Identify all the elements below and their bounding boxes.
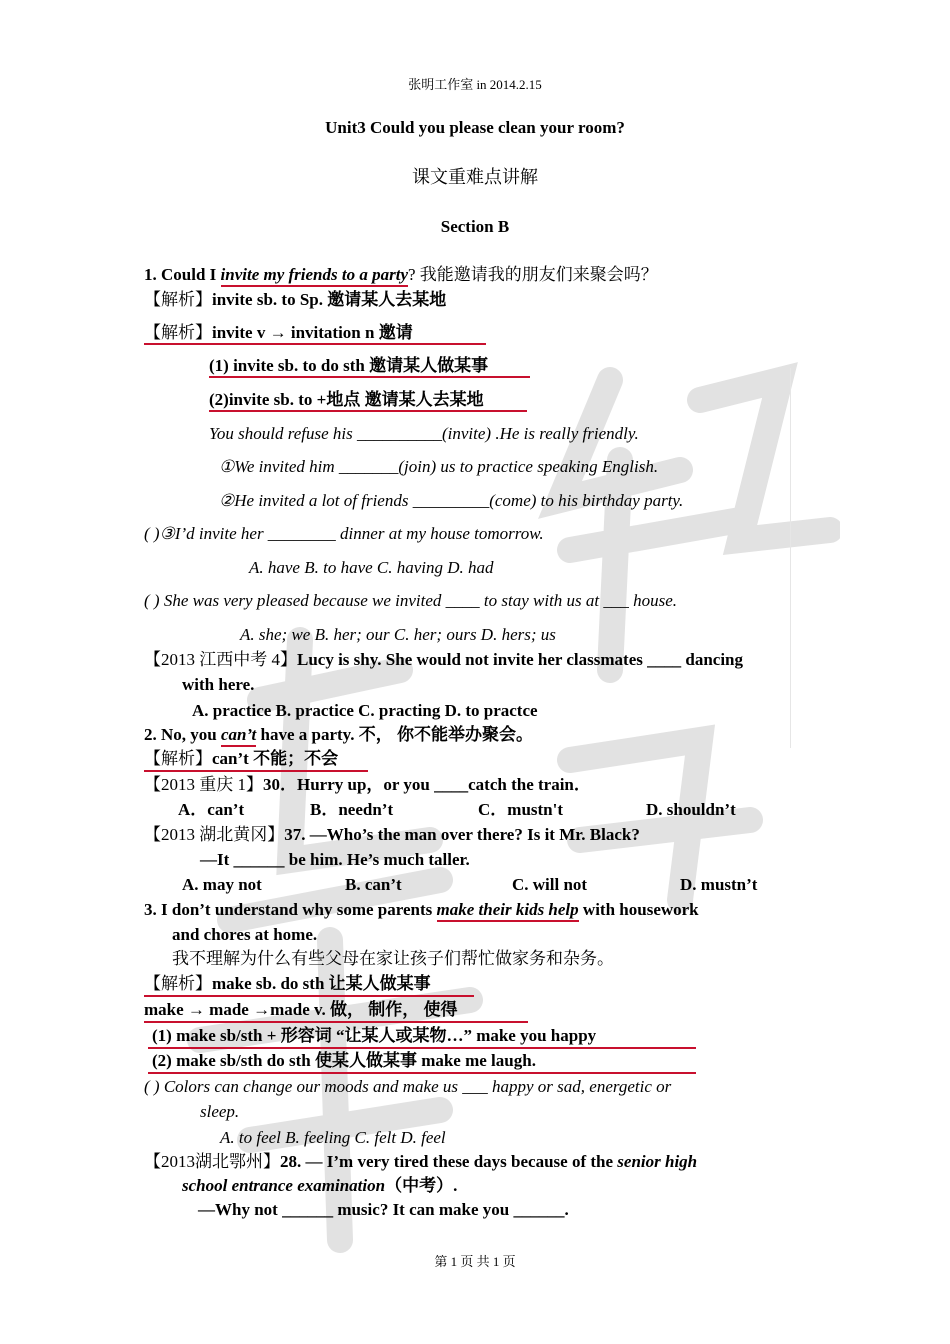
analysis-label: 【解析】 <box>144 749 212 768</box>
q2-translation: have a party. 不， 你不能举办聚会。 <box>256 725 533 744</box>
q1-exam-question-cont: with here. <box>182 675 255 694</box>
q3-sentence-cont: and chores at home. <box>172 925 318 944</box>
q2-sentence <box>144 724 533 746</box>
analysis-text: can’t 不能；不会 <box>212 749 339 768</box>
q1-number: 1. Could I <box>144 265 221 284</box>
red-underline <box>144 995 474 997</box>
exam-question-italic: senior high <box>617 1152 698 1171</box>
q1-rule-1: (1) invite sb. to do sth 邀请某人做某事 <box>209 356 489 375</box>
watermark-edge <box>790 368 791 748</box>
q2-exam-1-option-d: D. shouldn’t <box>646 800 736 819</box>
q1-sentence <box>144 264 658 286</box>
analysis-text: make sb. do sth 让某人做某事 <box>212 974 431 993</box>
document-subtitle: 课文重难点讲解 <box>412 167 538 187</box>
q2-exam-2-option-b: B. can’t <box>345 875 402 894</box>
red-underline <box>144 1021 528 1023</box>
q1-exercise-0: You should refuse his __________(invite) .He is really friendly. <box>209 424 639 443</box>
red-underline <box>209 376 530 378</box>
q3-rule-1: (1) make sb/sth + 形容词 “让某人或某物…” make you happy <box>152 1026 597 1045</box>
q1-exercise-3: ( )③I’d invite her ________ dinner at my house tomorrow. <box>144 524 544 543</box>
exam-source-label: 【2013 重庆 1】 <box>144 775 263 794</box>
q3-exam-answer-line: —Why not ______ music? It can make you ______. <box>198 1200 569 1219</box>
q3-translation: 我不理解为什么有些父母在家让孩子们帮忙做家务和杂务。 <box>172 949 614 968</box>
exam-source-label: 【2013湖北鄂州】 <box>144 1152 280 1171</box>
q2-exam-1-option-a: A．can’t <box>178 800 245 819</box>
q2-number: 2. No, you <box>144 725 221 744</box>
q3-sentence-rest: with housework <box>578 900 699 919</box>
q3-key-phrase: make their kids help <box>437 900 579 922</box>
q1-key-phrase: invite my friends to a party <box>221 265 408 287</box>
q3-analysis <box>144 973 431 995</box>
q1-exercise-1: ①We invited him _______(join) us to practice speaking English. <box>219 457 659 476</box>
page-footer: 第 1 页 共 1 页 <box>434 1254 516 1269</box>
q1-translation: ? 我能邀请我的朋友们来聚会吗？ <box>408 265 658 284</box>
q2-exam-2-option-d: D. mustn’t <box>680 875 758 894</box>
q3-make-forms: make → made →made v. 做， 制作， 使得 <box>144 1000 458 1019</box>
q1-exercise-3-options: A. have B. to have C. having D. had <box>249 558 494 577</box>
q2-analysis <box>144 748 338 770</box>
q2-exam-1-option-b: B．needn’t <box>310 800 394 819</box>
exam-question-text: 30．Hurry up，or you ____catch the train． <box>263 775 591 794</box>
q2-exam-1-option-c: C．mustn't <box>478 800 564 819</box>
page-header: 张明工作室 in 2014.2.15 <box>408 77 542 92</box>
q3-exercise-1-cont: sleep. <box>200 1102 240 1121</box>
red-underline <box>148 1047 696 1049</box>
q1-exercise-4-options: A. she; we B. her; our C. her; ours D. hers; us <box>240 625 556 644</box>
exam-question-text: Lucy is shy. She would not invite her classmates ____ dancing <box>297 650 744 669</box>
q1-rule-2: (2)invite sb. to +地点 邀请某人去某地 <box>209 390 484 409</box>
exam-question-text: 37. —Who’s the man over there? Is it Mr. Black? <box>284 825 640 844</box>
q1-exam-options: A. practice B. practice C. practing D. to practce <box>192 701 538 720</box>
document-title: Unit3 Could you please clean your room? <box>325 118 625 137</box>
exam-question-text: 28. — I’m very tired these days because of the <box>280 1152 618 1171</box>
exam-question-italic: school entrance examination <box>182 1176 386 1195</box>
exam-source-label: 【2013 江西中考 4】 <box>144 650 297 669</box>
exam-source-label: 【2013 湖北黄冈】 <box>144 825 285 844</box>
q1-exercise-4: ( ) She was very pleased because we invited ____ to stay with us at ___ house. <box>144 591 678 610</box>
q3-exercise-1-options: A. to feel B. feeling C. felt D. feel <box>220 1128 446 1147</box>
q3-sentence <box>144 899 699 921</box>
exam-question-text: （中考）. <box>385 1176 458 1195</box>
q1-exam-question <box>144 649 743 671</box>
q2-key-phrase: can’t <box>221 725 256 747</box>
q2-exam-2-option-a: A. may not <box>182 875 262 894</box>
red-underline <box>144 343 486 345</box>
analysis-label: 【解析】 <box>144 323 212 342</box>
red-underline <box>209 410 527 412</box>
analysis-text: invite sb. to Sp. 邀请某人去某地 <box>212 290 447 309</box>
q2-exam-2 <box>144 824 640 846</box>
q2-exam-2-cont: —It ______ be him. He’s much taller. <box>200 850 470 869</box>
analysis-label: 【解析】 <box>144 974 212 993</box>
q1-analysis-2 <box>144 322 413 344</box>
analysis-text: invite v → invitation n 邀请 <box>212 323 413 342</box>
q3-rule-2: (2) make sb/sth do sth 使某人做某事 make me laugh. <box>152 1051 536 1070</box>
analysis-label: 【解析】 <box>144 290 212 309</box>
red-underline <box>148 1072 696 1074</box>
red-underline <box>144 770 368 772</box>
q2-exam-1 <box>144 774 591 796</box>
q1-analysis-1 <box>144 289 446 311</box>
q2-exam-2-option-c: C. will not <box>512 875 588 894</box>
q3-number: 3. I don’t understand why some parents <box>144 900 437 919</box>
q1-exercise-2: ②He invited a lot of friends _________(come) to his birthday party. <box>219 491 684 510</box>
section-heading: Section B <box>440 217 510 236</box>
q3-exam-question <box>144 1151 697 1173</box>
q3-exercise-1: ( ) Colors can change our moods and make us ___ happy or sad, energetic or <box>144 1077 672 1096</box>
q3-exam-question-cont <box>182 1175 457 1197</box>
